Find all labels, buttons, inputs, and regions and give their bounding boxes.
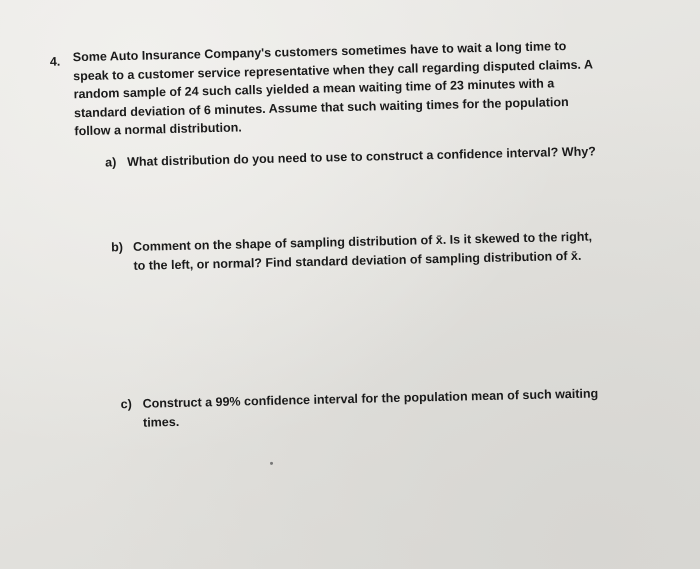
part-c	[120, 384, 600, 430]
part-a	[105, 142, 605, 170]
paper-speck	[270, 462, 273, 465]
part-c-letter: c)	[120, 396, 132, 412]
part-c-text: Construct a 99% confidence interval for the population mean of such waiting times.	[142, 386, 599, 430]
question-number: 4.	[49, 54, 61, 69]
part-a-letter: a)	[105, 155, 117, 170]
question-text: Some Auto Insurance Company's customers sometimes have to wait a long time to speak to a customer service representative when they call regarding disputed claims. A random sample of 24 such calls yielded a mean waiting time of 23 minutes with a standard deviation of 6 minutes. Assume that such waiting times for the population follow a normal distribution.	[72, 39, 593, 139]
part-b-letter: b)	[110, 240, 124, 255]
part-b-text: Comment on the shape of sampling distribution of x̄. Is it skewed to the right, to the left, or normal? Find standard deviation of sampling distribution of x̄.	[132, 229, 593, 273]
part-b	[110, 227, 611, 273]
part-a-text: What distribution do you need to use to construct a confidence interval? Why?	[127, 144, 596, 170]
